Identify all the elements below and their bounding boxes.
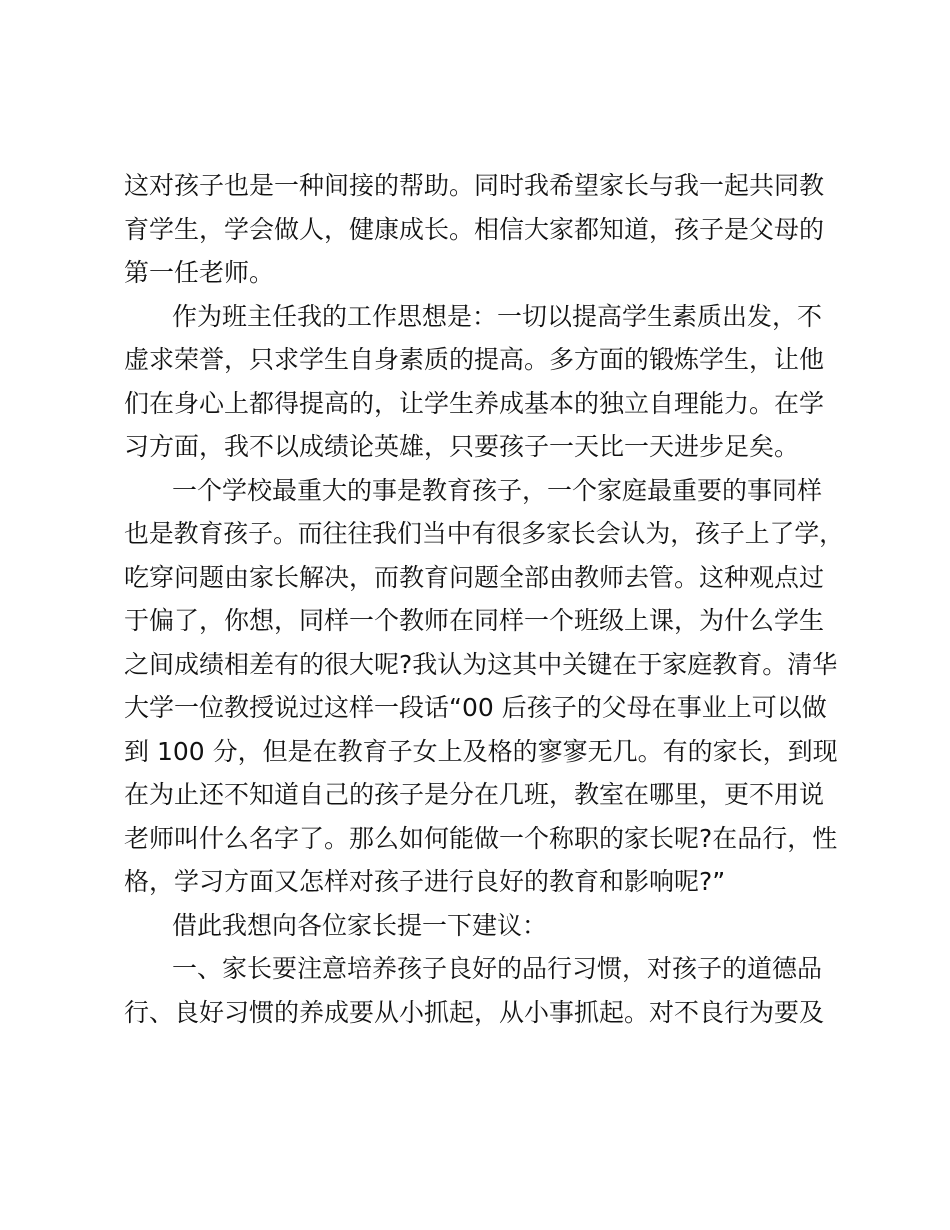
paragraph-first-line: 一、家长要注意培养孩子良好的品行习惯，对孩子的道德品 (172, 954, 823, 983)
text-line: 们在身心上都得提高的，让学生养成基本的独立自理能力。在学 (124, 388, 825, 418)
text-line: 老师叫什么名字了。那么如何能做一个称职的家长呢?在品行，性 (124, 823, 838, 853)
text-line: 在为止还不知道自己的孩子是分在几班，教室在哪里，更不用说 (124, 780, 825, 809)
text-line: 于偏了，你想，同样一个教师在同样一个班级上课，为什么学生 (124, 606, 825, 635)
text-line: 之间成绩相差有的很大呢?我认为这其中关键在于家庭教育。清华 (124, 649, 838, 679)
text-line: 大学一位教授说过这样一段话“00 后孩子的父母在事业上可以做 (124, 693, 827, 722)
text-line: 格，学习方面又怎样对孩子进行良好的教育和影响呢?” (124, 867, 726, 896)
text-line: 也是教育孩子。而往往我们当中有很多家长会认为，孩子上了学， (124, 519, 845, 548)
text-line: 这对孩子也是一种间接的帮助。同时我希望家长与我一起共同教 (124, 171, 825, 200)
text-line: 习方面，我不以成绩论英雄，只要孩子一天比一天进步足矣。 (124, 432, 800, 461)
text-line: 行、良好习惯的养成要从小抓起，从小事抓起。对不良行为要及 (124, 997, 825, 1027)
text-line: 到 100 分，但是在教育子女上及格的寥寥无几。有的家长，到现 (124, 736, 838, 766)
text-line: 育学生，学会做人，健康成长。相信大家都知道，孩子是父母的 (124, 214, 825, 244)
text-line: 吃穿问题由家长解决，而教育问题全部由教师去管。这种观点过 (124, 562, 825, 592)
text-line: 虚求荣誉，只求学生自身素质的提高。多方面的锻炼学生，让他 (124, 345, 825, 374)
paragraph-first-line: 一个学校最重大的事是教育孩子，一个家庭最重要的事同样 (172, 475, 823, 505)
paragraph-first-line: 作为班主任我的工作思想是：一切以提高学生素质出发，不 (172, 301, 823, 331)
paragraph-first-line: 借此我想向各位家长提一下建议： (172, 910, 548, 940)
text-line: 第一任老师。 (124, 258, 275, 287)
